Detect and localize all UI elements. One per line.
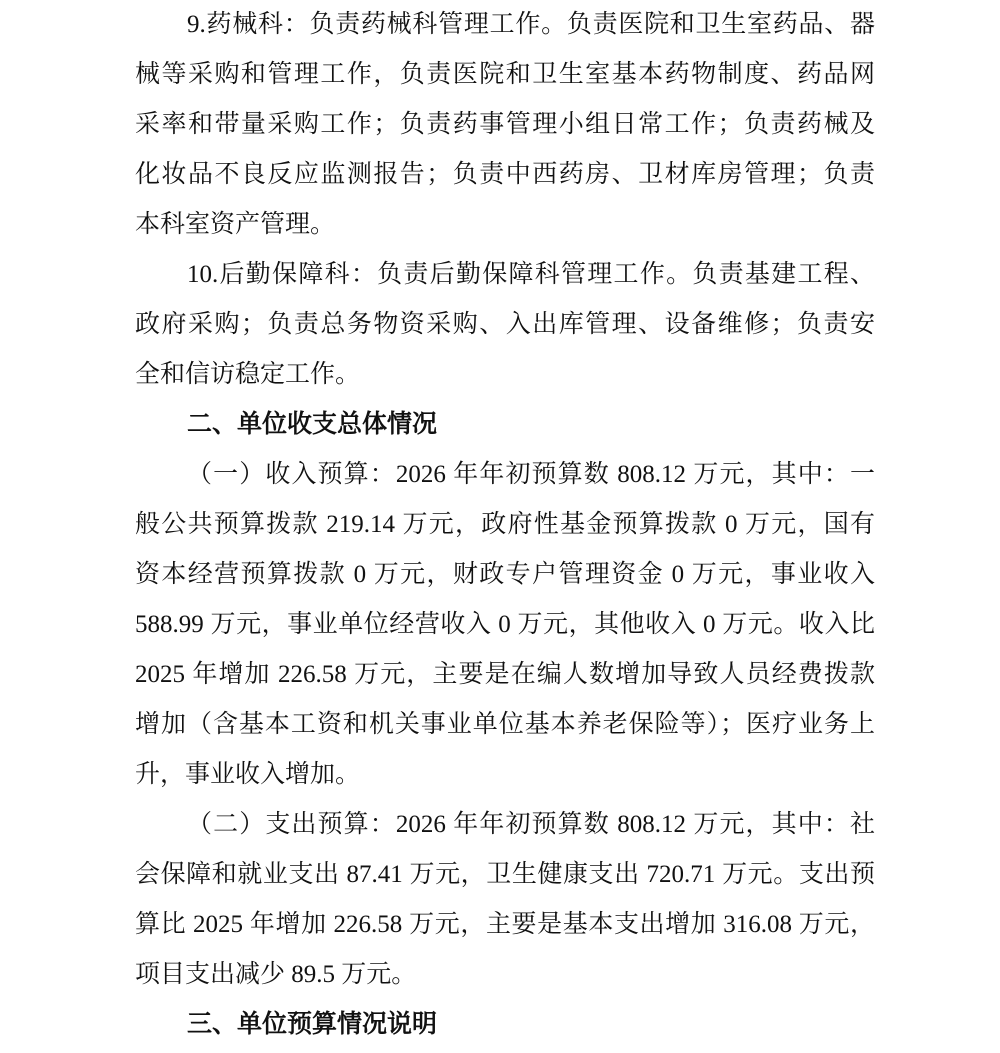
text-line: 588.99 万元，事业单位经营收入 0 万元，其他收入 0 万元。收入比: [135, 611, 875, 638]
text-line: 增加（含基本工资和机关事业单位基本养老保险等）；医疗业务上: [135, 711, 875, 738]
text-line: 升，事业收入增加。: [135, 761, 361, 788]
text-line: 化妆品不良反应监测报告；负责中西药房、卫材库房管理；负责: [135, 161, 875, 188]
text-line: 本科室资产管理。: [135, 211, 336, 238]
text-line: 采率和带量采购工作；负责药事管理小组日常工作；负责药械及: [135, 111, 875, 138]
paragraph: [135, 250, 875, 400]
text-line: 算比 2025 年增加 226.58 万元，主要是基本支出增加 316.08 万元，: [135, 911, 875, 938]
section-heading: [135, 1000, 875, 1050]
text-line: 会保障和就业支出 87.41 万元，卫生健康支出 720.71 万元。支出预: [135, 861, 875, 888]
text-line: （一）收入预算：2026 年年初预算数 808.12 万元，其中：一: [187, 461, 875, 488]
paragraph: [135, 800, 875, 1000]
text-line: 项目支出减少 89.5 万元。: [135, 961, 417, 988]
text-line: 9.药械科：负责药械科管理工作。负责医院和卫生室药品、器: [187, 11, 875, 38]
text-line: （二）支出预算：2026 年年初预算数 808.12 万元，其中：社: [187, 811, 875, 838]
text-line: 资本经营预算拨款 0 万元，财政专户管理资金 0 万元，事业收入: [135, 561, 875, 588]
text-line: 般公共预算拨款 219.14 万元，政府性基金预算拨款 0 万元，国有: [135, 511, 875, 538]
text-line: 2025 年增加 226.58 万元，主要是在编人数增加导致人员经费拨款: [135, 661, 875, 688]
paragraph: [135, 0, 875, 250]
document-body: [135, 0, 875, 1050]
text-line: 10.后勤保障科：负责后勤保障科管理工作。负责基建工程、: [187, 261, 875, 288]
section-heading: [135, 400, 875, 450]
text-line: 政府采购；负责总务物资采购、入出库管理、设备维修；负责安: [135, 311, 875, 338]
text-line: 械等采购和管理工作，负责医院和卫生室基本药物制度、药品网: [135, 61, 875, 88]
text-line: 二、单位收支总体情况: [187, 411, 438, 438]
paragraph: [135, 450, 875, 800]
text-line: 全和信访稳定工作。: [135, 361, 361, 388]
text-line: 三、单位预算情况说明: [187, 1011, 438, 1038]
